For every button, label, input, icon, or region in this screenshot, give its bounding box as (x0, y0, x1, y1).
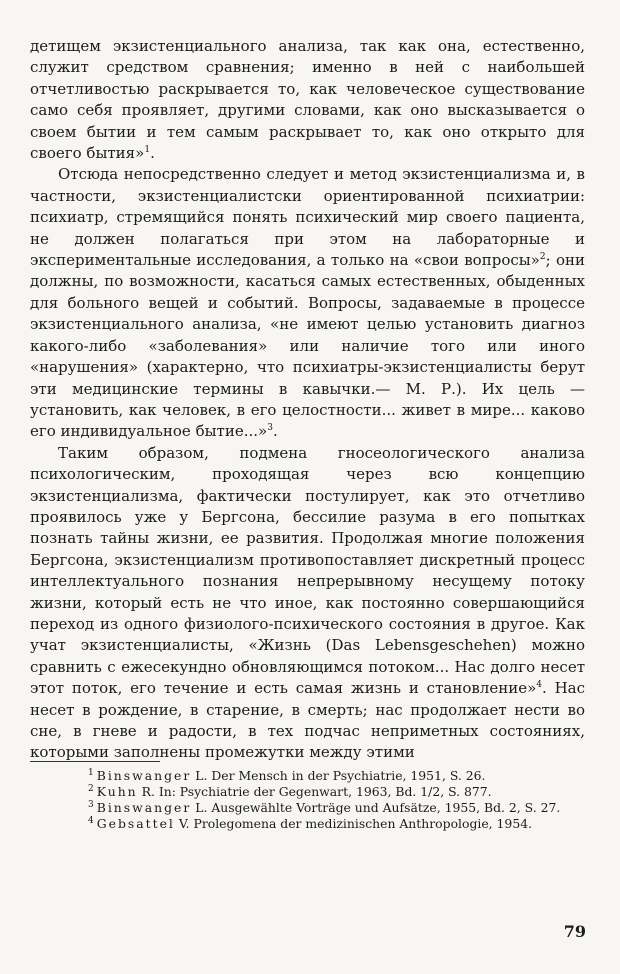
footnote-3: $^3$ Binswanger L. Ausgewählte Vorträge und Aufsätze, 1955, Bd. 2, S. 27. (88, 800, 561, 815)
footnote-4: $^4$ Gebsattel V. Prolegomena der medizinischen Anthropologie, 1954. (88, 816, 533, 831)
paragraph-1: детищем экзистенциального анализа, так как она, естественно, служит средством сравнения; именно в ней с наибольшей отчетливостью раскрывается то, как человеческое существование само себя проявляет, другими словами, как оно высказывается о своем бытии и тем самым раскрывает то, как оно открыто для своего бытия»$^1$. (30, 37, 585, 163)
paragraph-2: Отсюда непосредственно следует и метод экзистенциализма и, в частности, экзистенциалистски ориентированной психиатрии: психиатр, стремящийся понять психический мир своего пациента, не должен полагаться при этом на лабораторные и экспериментальные исследования, а только на «свои вопросы»$^2$; они должны, по возможности, касаться самых естественных, обыденных для больного вещей и событий. Вопросы, задаваемые в процессе экзистенциального анализа, «не имеют целью установить диагноз какого-либо «заболевания» или наличие того или иного «нарушения» (характерно, что психиатры-экзистенциалисты берут эти медицинские термины в кавычки.— М. Р.). Их цель — установить, как человек, в его целостности... живет в мире... каково его индивидуальное бытие...»$^3$. (30, 165, 585, 441)
page-number: 79 (563, 922, 586, 941)
footnote-ref-2: 2 (539, 252, 546, 263)
footnote-ref-3: 3 (267, 423, 273, 434)
paragraph-3: Таким образом, подмена гносеологического анализа психологическим, проходящая через всю концепцию экзистенциализма, фактически постулирует, как это отчетливо проявилось уже у Бергсона, бессилие разума в его попытках познать тайны жизни, ее развития. Продолжая многие положения Бергсона, экзистенциализм противопоставляет дискретный процесс интеллектуального познания непрерывному несущему потоку жизни, который есть не что иное, как постоянно совершающийся переход из одного физиолого-психического состояния в другое. Как учат экзистенциалисты, «Жизнь (Das Lebensgeschehen) можно сравнить с ежесекундно обновляющимся потоком... Нас долго несет этот поток, его течение и есть самая жизнь и становление»$^4$. Нас несет в рождение, в старение, в смерть; нас продолжает нести во сне, в гневе и радости, в тех подчас неприметных состояниях, которыми заполнены промежутки между этими (30, 443, 585, 762)
footnote-ref-1: 1 (144, 145, 151, 156)
main-text (30, 36, 585, 764)
footnote-2: $^2$ Kuhn R. In: Psychiatrie der Gegenwart, 1963, Bd. 1/2, S. 877. (88, 784, 492, 799)
footnote-ref-4: 4 (536, 680, 542, 691)
footnote-1: $^1$ Binswanger L. Der Mensch in der Psychiatrie, 1951, S. 26. (88, 768, 486, 783)
footnote-divider (30, 761, 160, 762)
footnotes (30, 768, 585, 832)
